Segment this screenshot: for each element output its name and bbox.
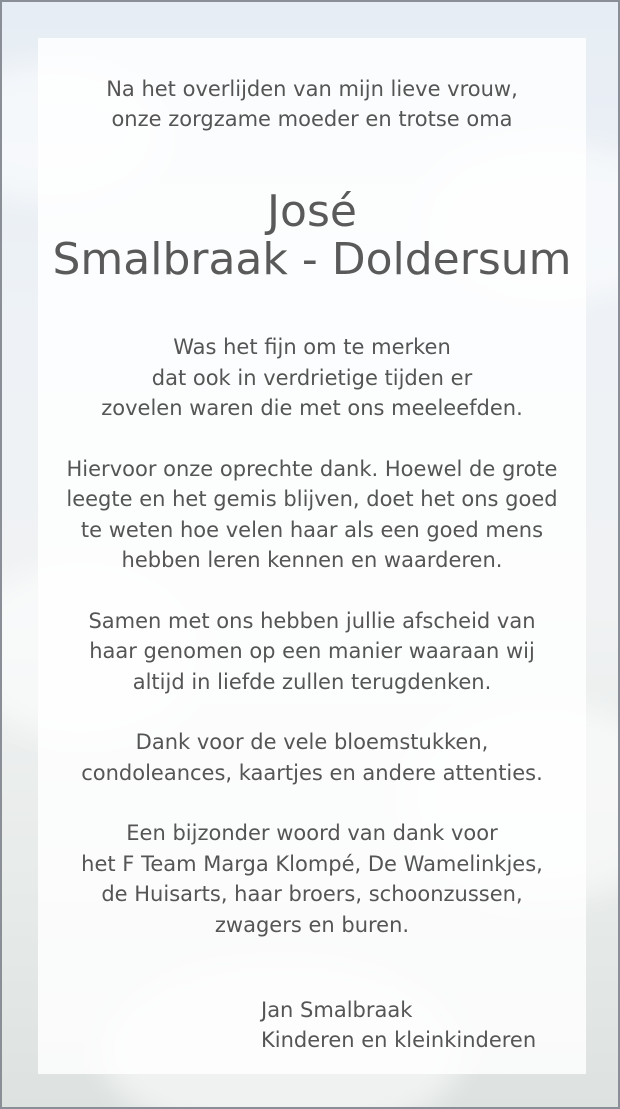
deceased-name	[2, 188, 620, 284]
paragraph-line: zwagers en buren.	[214, 912, 410, 937]
paragraph-line: condoleances, kaartjes en andere attenties.	[81, 760, 543, 785]
paragraph-line: haar genomen op een manier waaraan wij	[89, 639, 535, 663]
paragraph	[2, 818, 620, 940]
paragraph	[2, 332, 620, 424]
paragraph-line: het F Team Marga Klompé, De Wamelinkjes,	[81, 851, 543, 876]
paragraph-line: te weten hoe velen haar als een goed mens	[80, 517, 544, 542]
paragraph-line: Samen met ons hebben jullie afscheid van	[88, 608, 536, 633]
signature-line: Kinderen en kleinkinderen	[261, 1028, 537, 1052]
first-name: José	[267, 186, 357, 237]
intro-line: Na het overlijden van mijn lieve vrouw,	[106, 77, 518, 101]
message-body	[2, 332, 620, 970]
signature-line: Jan Smalbraak	[261, 998, 413, 1022]
paragraph-line: Hiervoor onze oprechte dank. Hoewel de grote	[66, 456, 558, 481]
paragraph	[2, 606, 620, 698]
family-name: Smalbraak - Doldersum	[52, 234, 572, 285]
paragraph-line: zovelen waren die met ons meeleefden.	[101, 396, 523, 420]
paragraph-line: Een bijzonder woord van dank voor	[126, 821, 498, 845]
intro-text	[2, 74, 620, 134]
signature	[261, 995, 536, 1055]
intro-line: onze zorgzame moeder en trotse oma	[111, 107, 513, 131]
paragraph-line: leegte en het gemis blijven, doet het ons goed	[66, 487, 558, 511]
paragraph-line: Dank voor de vele bloemstukken,	[135, 730, 489, 754]
paragraph-line: dat ook in verdrietige tijden er	[151, 365, 473, 390]
paragraph	[2, 454, 620, 576]
paragraph	[2, 727, 620, 788]
paragraph-line: hebben leren kennen en waarderen.	[121, 548, 503, 572]
paragraph-line: altijd in liefde zullen terugdenken.	[132, 669, 492, 694]
paragraph-line: Was het fijn om te merken	[173, 335, 451, 359]
paragraph-line: de Huisarts, haar broers, schoonzussen,	[101, 882, 523, 906]
